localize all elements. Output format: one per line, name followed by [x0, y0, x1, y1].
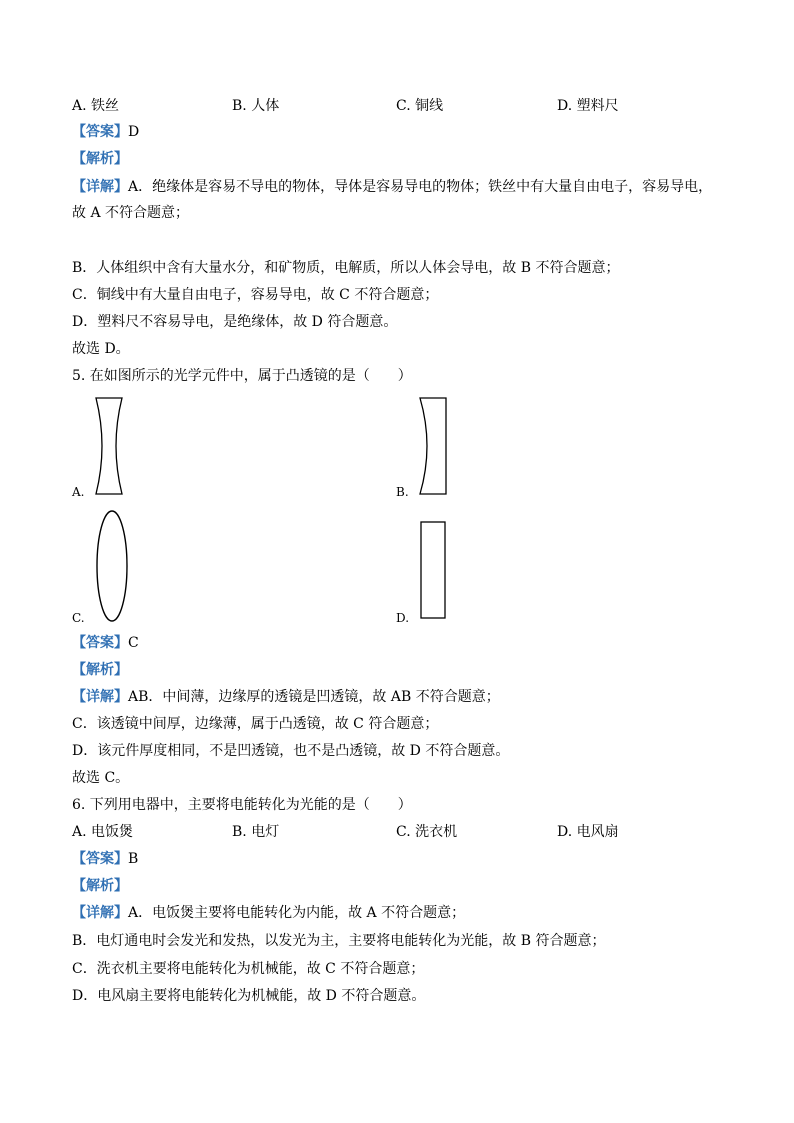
figure-label-b: B.	[396, 485, 409, 499]
q4-answer	[72, 122, 139, 142]
q6-question: 6. 下列用电器中，主要将电能转化为光能的是（ ）	[72, 797, 412, 813]
q6-answer	[72, 849, 138, 869]
figure-label-c: C.	[72, 611, 85, 625]
answer-tag: 【答案】	[72, 635, 128, 651]
q6-option-a: A. 电饭煲	[72, 824, 134, 840]
q6-detail-line-4: D．电风扇主要将电能转化为机械能，故 D 不符合题意。	[72, 988, 426, 1004]
answer-tag: 【答案】	[72, 851, 128, 867]
q4-detail-line-5: D．塑料尺不容易导电，是绝缘体，故 D 符合题意。	[72, 314, 398, 330]
q6-option-c: C. 洗衣机	[396, 824, 458, 840]
q6-option-b: B. 电灯	[232, 824, 280, 840]
q5-question: 5. 在如图所示的光学元件中，属于凸透镜的是（ ）	[72, 368, 412, 384]
answer-value: B	[128, 851, 139, 867]
detail-text: A．绝缘体是容易不导电的物体，导体是容易导电的物体；铁丝中有大量自由电子，容易导电，	[128, 179, 713, 195]
q4-detail-line-3: B．人体组织中含有大量水分，和矿物质，电解质，所以人体会导电，故 B 不符合题意；	[72, 260, 620, 276]
q4-conclusion: 故选 D。	[72, 341, 130, 357]
q4-detail-line-2: 故 A 不符合题意；	[72, 205, 190, 221]
detail-tag: 【详解】	[72, 689, 128, 705]
q5-detail-line-3: D．该元件厚度相同，不是凹透镜，也不是凸透镜，故 D 不符合题意。	[72, 743, 510, 759]
detail-text: A．电饭煲主要将电能转化为内能，故 A 不符合题意；	[128, 905, 466, 921]
q6-detail-line-2: B．电灯通电时会发光和发热，以发光为主，主要将电能转化为光能，故 B 符合题意；	[72, 933, 606, 949]
convex-lens-figure-c	[94, 508, 130, 624]
q4-option-d: D. 塑料尺	[557, 98, 619, 114]
answer-value: C	[128, 635, 139, 651]
detail-tag: 【详解】	[72, 179, 128, 195]
q4-option-c: C. 铜线	[396, 98, 444, 114]
q6-option-d: D. 电风扇	[557, 824, 619, 840]
q4-analysis-tag: 【解析】	[72, 151, 128, 167]
q6-detail-line-3: C．洗衣机主要将电能转化为机械能，故 C 不符合题意；	[72, 961, 425, 977]
flat-plate-figure-d	[419, 520, 449, 622]
figure-label-d: D.	[396, 611, 410, 625]
q4-detail-line-4: C．铜线中有大量自由电子，容易导电，故 C 不符合题意；	[72, 287, 439, 303]
detail-text: AB．中间薄，边缘厚的透镜是凹透镜，故 AB 不符合题意；	[128, 689, 500, 705]
answer-value: D	[128, 124, 140, 140]
answer-tag: 【答案】	[72, 124, 128, 140]
q5-answer	[72, 633, 139, 653]
concave-lens-figure-a	[92, 396, 126, 496]
q4-option-a: A. 铁丝	[72, 98, 120, 114]
plano-concave-lens-figure-b	[418, 396, 450, 496]
q5-detail-line-2: C．该透镜中间厚，边缘薄，属于凸透镜，故 C 符合题意；	[72, 716, 439, 732]
q4-detail-line-1	[72, 177, 712, 197]
q5-analysis-tag: 【解析】	[72, 662, 128, 678]
q4-option-b: B. 人体	[232, 98, 280, 114]
detail-tag: 【详解】	[72, 905, 128, 921]
q6-analysis-tag: 【解析】	[72, 878, 128, 894]
figure-label-a: A.	[72, 485, 85, 499]
q6-detail-line-1	[72, 903, 465, 923]
q5-conclusion: 故选 C。	[72, 770, 130, 786]
q5-detail-line-1	[72, 687, 500, 707]
